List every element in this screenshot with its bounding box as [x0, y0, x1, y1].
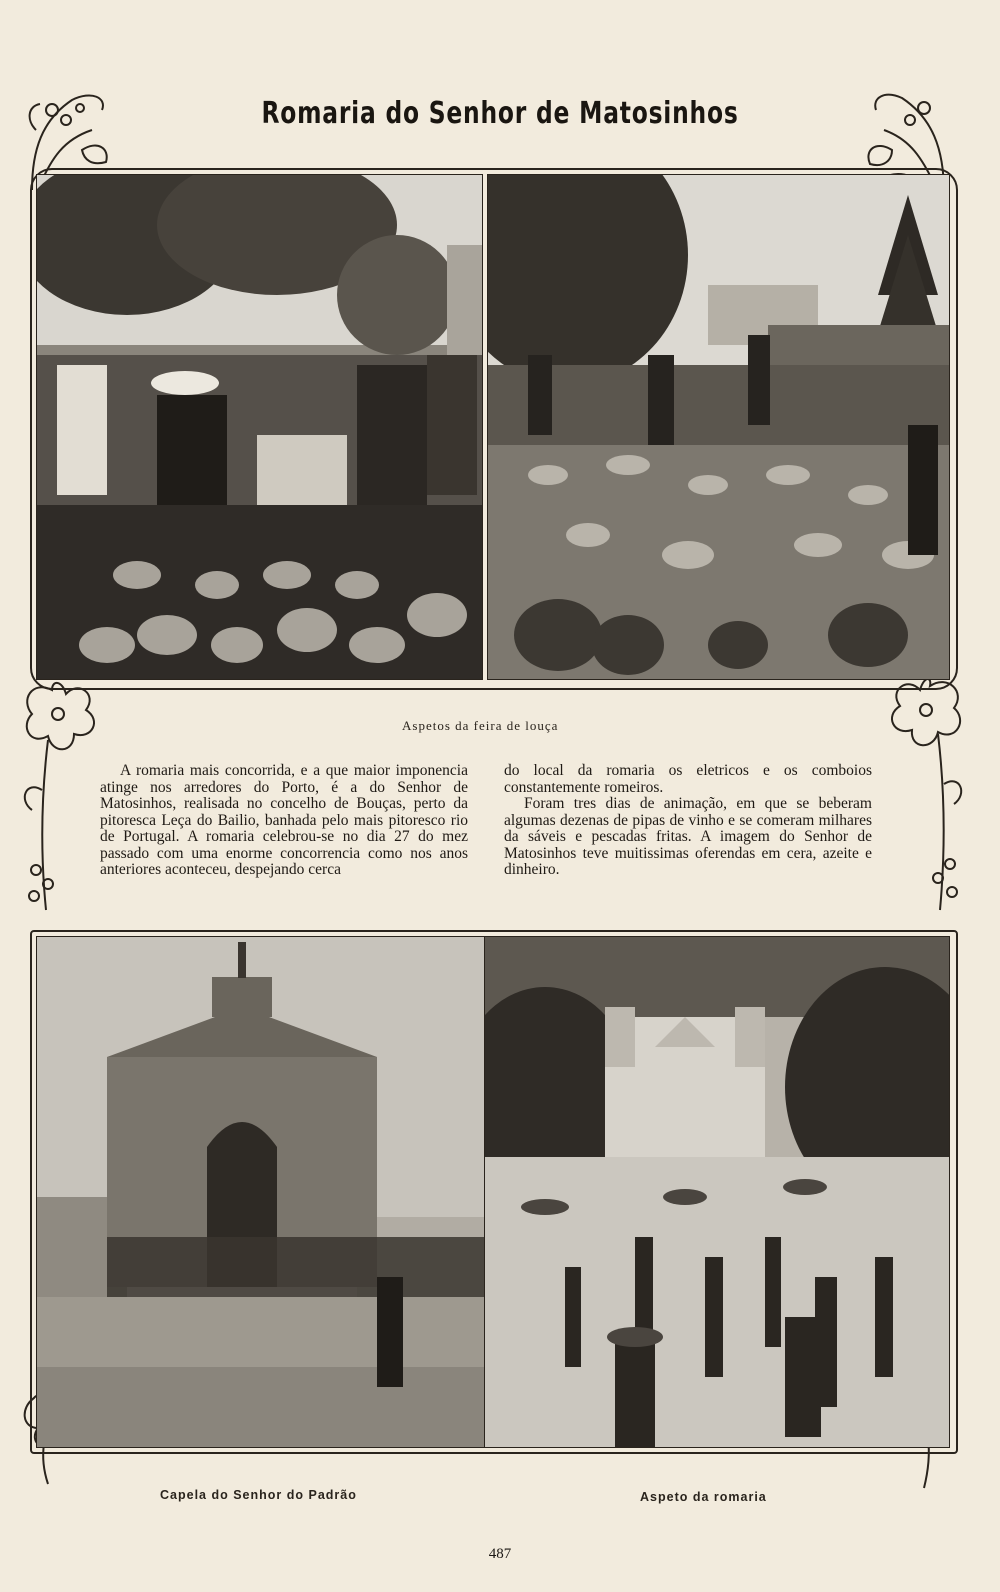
article-paragraph: do local da romaria os eletricos e os comboios constantemente romeiros. — [504, 762, 872, 796]
article-column-right — [504, 763, 872, 879]
top-caption: Aspetos da feira de louça — [402, 718, 559, 733]
bottom-right-caption: Aspeto da romaria — [640, 1490, 767, 1504]
page-title: Romaria do Senhor de Matosinhos — [261, 96, 739, 131]
pottery-field-photo — [487, 174, 950, 680]
floral-ornament-mid-left-icon — [12, 670, 112, 920]
pottery-market-photo — [36, 174, 483, 680]
article-paragraph: Foram tres dias de animação, em que se beberam algumas dezenas de pipas de vinho e se comeram milhares da sáveis e pescadas fritas. A imagem do Senhor de Matosinhos teve muitissimas oferendas em cera, azeite e dinheiro. — [504, 795, 872, 878]
page-number: 487 — [488, 1546, 512, 1562]
bottom-left-caption: Capela do Senhor do Padrão — [160, 1488, 357, 1502]
floral-ornament-mid-right-icon — [874, 664, 974, 920]
church-crowd-photo — [484, 936, 950, 1448]
article-column-left — [100, 763, 468, 879]
article-paragraph: A romaria mais concorrida, e a que maior imponencia atinge nos arredores do Porto, é a do Senhor de Matosinhos, realisada no concelho de Bouças, perto da pitoresca Leça do Bailio, banhada pelo mais pitoresco rio de Portugal. A romaria celebrou-se no dia 27 do mez passado com uma enorme concorrencia como nos anos anteriores aconteceu, despejando cerca — [100, 762, 468, 878]
chapel-photo — [36, 936, 486, 1448]
